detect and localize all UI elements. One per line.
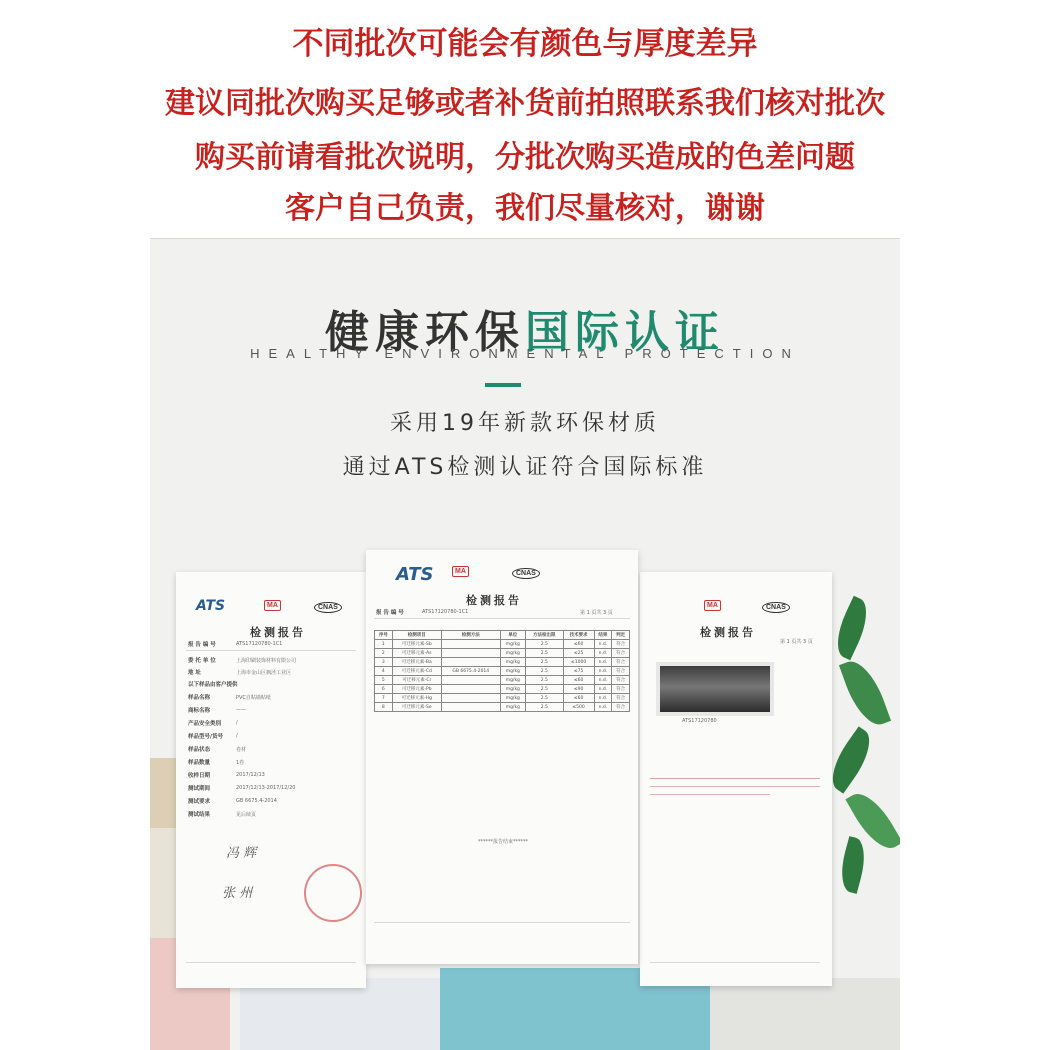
rule (186, 650, 356, 651)
table-cell: ≤25 (563, 649, 594, 658)
field-value: 2017/12/13-2017/12/20 (236, 785, 296, 791)
notice-line-2: 建议同批次购买足够或者补货前拍照联系我们核对批次 (165, 86, 885, 121)
ats-logo: ATS (396, 564, 434, 585)
column-header: 判定 (612, 631, 630, 640)
table-cell: n.d. (594, 640, 612, 649)
table-cell (441, 649, 500, 658)
report-no: ATS17120780-1C1 (236, 641, 283, 647)
cnas-mark: CNAS (762, 602, 790, 613)
plant-leaf (828, 596, 875, 661)
table-cell: mg/kg (500, 640, 525, 649)
report-no-label: 报 告 编 号 (376, 610, 404, 616)
table-cell: 可迁移元素-Hg (392, 694, 441, 703)
table-cell: 可迁移元素-As (392, 649, 441, 658)
table-cell: ≤60 (563, 640, 594, 649)
column-header: 结果 (594, 631, 612, 640)
table-row (375, 703, 630, 712)
rule (650, 794, 770, 795)
table-cell: n.d. (594, 703, 612, 712)
table-cell: 2.5 (526, 640, 564, 649)
table-cell (441, 694, 500, 703)
cnas-mark: CNAS (314, 602, 342, 613)
plant-leaf (839, 655, 891, 731)
table-cell: 2.5 (526, 694, 564, 703)
field-label: 样品数量 (188, 760, 211, 766)
field-value: 2017/12/13 (236, 772, 265, 778)
rule (650, 786, 820, 787)
rule (374, 618, 630, 619)
field-value: 1卷 (236, 760, 245, 766)
table-row (375, 676, 630, 685)
column-header: 检测方法 (441, 631, 500, 640)
batch-notice (0, 0, 1050, 240)
table-cell: n.d. (594, 685, 612, 694)
table-cell: mg/kg (500, 676, 525, 685)
table-row (375, 685, 630, 694)
table-cell: 2.5 (526, 685, 564, 694)
end-of-report: ******报告结束****** (478, 839, 529, 845)
field-label: 地 址 (188, 670, 201, 676)
field-value: —— (236, 707, 246, 713)
page-label: 第 1 页共 3 页 (780, 639, 813, 645)
report-title: 检测报告 (250, 626, 306, 639)
table-cell: 符合 (612, 676, 630, 685)
column-header: 技术要求 (563, 631, 594, 640)
table-cell: 符合 (612, 658, 630, 667)
table-cell: 7 (375, 694, 393, 703)
table-cell: 可迁移元素-Pb (392, 685, 441, 694)
table-cell (441, 658, 500, 667)
table-cell: n.d. (594, 676, 612, 685)
column-header: 方法检出限 (526, 631, 564, 640)
table-cell: 符合 (612, 694, 630, 703)
cma-mark: MA (704, 600, 721, 611)
table-row (375, 649, 630, 658)
column-header: 检测项目 (392, 631, 441, 640)
cnas-mark: CNAS (512, 568, 540, 579)
table-cell: 5 (375, 676, 393, 685)
notice-line-3: 购买前请看批次说明，分批次购买造成的色差问题 (195, 140, 855, 175)
table-cell: 符合 (612, 649, 630, 658)
column-header: 单位 (500, 631, 525, 640)
panel-divider (150, 238, 900, 239)
field-label: 商标名称 (188, 708, 211, 714)
table-cell: 可迁移元素-Cd (392, 667, 441, 676)
field-label: 测试期间 (188, 786, 211, 792)
report-document-left (176, 572, 366, 988)
table-cell: ≤60 (563, 676, 594, 685)
table-cell: 可迁移元素-Se (392, 703, 441, 712)
cma-mark: MA (452, 566, 469, 577)
field-label: 测试结果 (188, 812, 211, 818)
tagline-2: 通过ATS检测认证符合国际标准 (342, 455, 708, 480)
title-dark: 健康环保 (325, 307, 525, 358)
table-cell: 4 (375, 667, 393, 676)
field-value: GB 6675.4-2014 (236, 798, 277, 804)
notice-line-4: 客户自己负责，我们尽量核对，谢谢 (285, 191, 765, 226)
field-label: 样品型号/货号 (188, 734, 224, 740)
field-label: 样品状态 (188, 747, 211, 753)
table-cell: 符合 (612, 703, 630, 712)
column-header: 序号 (375, 631, 393, 640)
table-cell: ≤75 (563, 667, 594, 676)
title-green: 国际认证 (525, 307, 725, 358)
field-value: 卷材 (236, 747, 247, 753)
report-title: 检测报告 (700, 626, 756, 639)
table-cell: mg/kg (500, 649, 525, 658)
table-cell: n.d. (594, 667, 612, 676)
rule (374, 922, 630, 923)
table-cell: mg/kg (500, 667, 525, 676)
table-cell: 2 (375, 649, 393, 658)
rule (650, 778, 820, 779)
table-cell: GB 6675.4-2014 (441, 667, 500, 676)
english-subtitle: HEALTHY ENVIRONMENTAL PROTECTION (250, 346, 800, 361)
field-value: PVC自粘墙贴纸 (236, 695, 271, 701)
field-label: 以下样品由客户提供 (188, 682, 238, 688)
table-cell: mg/kg (500, 658, 525, 667)
green-dash (485, 383, 521, 387)
table-row (375, 658, 630, 667)
field-label: 委 托 单 位 (188, 658, 216, 664)
table-cell: 3 (375, 658, 393, 667)
table-cell: 符合 (612, 667, 630, 676)
table-cell: 6 (375, 685, 393, 694)
table-row (375, 694, 630, 703)
field-label: 样品名称 (188, 695, 211, 701)
table-cell: ≤90 (563, 685, 594, 694)
rule (186, 962, 356, 963)
table-cell: mg/kg (500, 703, 525, 712)
signature-1: 冯 辉 (226, 846, 257, 861)
table-cell: 2.5 (526, 649, 564, 658)
table-cell: n.d. (594, 694, 612, 703)
table-cell: 1 (375, 640, 393, 649)
table-header-row (375, 631, 630, 640)
report-title: 检测报告 (466, 594, 522, 607)
swatch-grey-blue (240, 978, 460, 1050)
field-label: 测试要求 (188, 799, 211, 805)
table-cell (441, 685, 500, 694)
field-label: 收样日期 (188, 773, 211, 779)
table-cell: mg/kg (500, 685, 525, 694)
plant-leaf (835, 836, 870, 894)
report-document-center (366, 550, 638, 964)
table-cell: 可迁移元素-Ba (392, 658, 441, 667)
table-row (375, 640, 630, 649)
report-no: ATS17120780-1C1 (422, 609, 469, 615)
tagline-1: 采用19年新款环保材质 (390, 411, 660, 436)
certification-panel (150, 238, 900, 1050)
table-cell (441, 676, 500, 685)
table-cell: n.d. (594, 649, 612, 658)
table-cell: 8 (375, 703, 393, 712)
field-value: 上海印刷装饰材料有限公司 (236, 658, 297, 664)
table-cell: 符合 (612, 685, 630, 694)
table-cell: ≤1000 (563, 658, 594, 667)
field-label: 产品安全类别 (188, 721, 222, 727)
photo-caption: ATS17120780 (682, 718, 717, 724)
notice-line-1: 不同批次可能会有颜色与厚度差异 (292, 26, 758, 62)
rule (650, 962, 820, 963)
table-cell: 2.5 (526, 676, 564, 685)
table-cell: ≤500 (563, 703, 594, 712)
sample-photo (656, 662, 774, 716)
field-value: / (236, 720, 238, 726)
table-cell: 2.5 (526, 658, 564, 667)
signature-2: 张 州 (222, 886, 253, 901)
table-row (375, 667, 630, 676)
field-value: 见后续页 (236, 812, 257, 818)
field-value: / (236, 733, 238, 739)
table-cell (441, 640, 500, 649)
field-value: 上海市金山区枫泾工业区 (236, 670, 292, 676)
table-cell (441, 703, 500, 712)
swatch-light-grey (710, 978, 900, 1050)
page-label: 第 1 页共 3 页 (580, 610, 613, 616)
table-cell: 2.5 (526, 703, 564, 712)
table-cell: 2.5 (526, 667, 564, 676)
report-document-right (640, 572, 832, 986)
report-no-label: 报 告 编 号 (188, 642, 216, 648)
table-cell: n.d. (594, 658, 612, 667)
ats-logo: ATS (196, 598, 226, 614)
table-cell: 可迁移元素-Cr (392, 676, 441, 685)
table-cell: mg/kg (500, 694, 525, 703)
results-table (374, 630, 630, 712)
table-cell: ≤60 (563, 694, 594, 703)
table-cell: 符合 (612, 640, 630, 649)
table-cell: 可迁移元素-Sb (392, 640, 441, 649)
cma-mark: MA (264, 600, 281, 611)
official-stamp (304, 864, 362, 922)
